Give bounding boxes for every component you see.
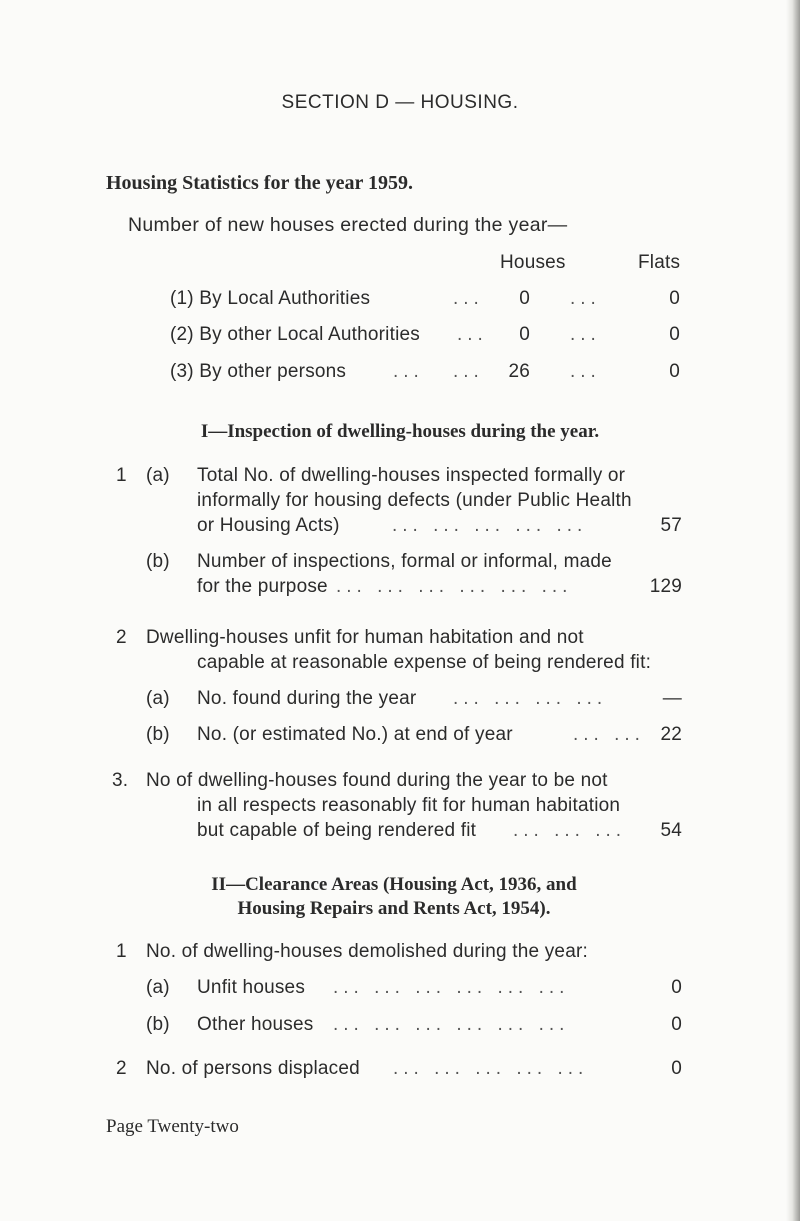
row-other-persons-houses: 26 bbox=[508, 361, 530, 382]
row-local-authorities-label: (1) By Local Authorities bbox=[170, 288, 371, 309]
item-1b-line1: Number of inspections, formal or informal, made bbox=[197, 551, 612, 572]
item-3-number: 3. bbox=[112, 770, 129, 791]
row-local-authorities-dots: ... bbox=[453, 288, 484, 309]
row-local-authorities-dots-2: ... bbox=[570, 288, 601, 309]
item-2a-text: No. found during the year bbox=[197, 688, 417, 709]
row-other-local-authorities-houses: 0 bbox=[519, 324, 530, 345]
item-1b-dots: ... ... ... ... ... ... bbox=[336, 576, 573, 597]
item-2b-tag: (b) bbox=[146, 724, 170, 745]
item-1a-dots: ... ... ... ... ... bbox=[392, 515, 588, 536]
item-1a-line1: Total No. of dwelling-houses inspected formally or bbox=[197, 465, 626, 486]
clearance-item-1b-dots: ... ... ... ... ... ... bbox=[333, 1014, 570, 1035]
clearance-item-1a-text: Unfit houses bbox=[197, 977, 306, 998]
section-title: SECTION D — HOUSING. bbox=[281, 92, 519, 113]
item-2b-text: No. (or estimated No.) at end of year bbox=[197, 724, 513, 745]
item-2-line1: Dwelling-houses unfit for human habitation and not bbox=[146, 627, 584, 648]
col-houses-header: Houses bbox=[500, 252, 566, 273]
item-2a-value: — bbox=[662, 688, 682, 709]
clearance-item-1-number: 1 bbox=[116, 941, 127, 962]
clearance-item-2-text: No. of persons displaced bbox=[146, 1058, 360, 1079]
item-2-line2: capable at reasonable expense of being rendered fit: bbox=[197, 652, 652, 673]
clearance-item-1a-value: 0 bbox=[671, 977, 682, 998]
row-other-persons-label: (3) By other persons bbox=[170, 361, 347, 382]
row-other-local-authorities-label: (2) By other Local Authorities bbox=[170, 324, 420, 345]
clearance-item-2-dots: ... ... ... ... ... bbox=[393, 1058, 589, 1079]
item-2-number: 2 bbox=[116, 627, 127, 648]
item-3-line3: but capable of being rendered fit bbox=[197, 820, 477, 841]
clearance-item-1a-tag: (a) bbox=[146, 977, 170, 998]
row-other-persons-dots-3: ... bbox=[570, 361, 601, 382]
clearance-item-2-value: 0 bbox=[671, 1058, 682, 1079]
col-flats-header: Flats bbox=[638, 252, 681, 273]
item-1a-line2: informally for housing defects (under Public Health bbox=[197, 490, 632, 511]
row-other-persons-flats: 0 bbox=[669, 361, 680, 382]
row-local-authorities-houses: 0 bbox=[519, 288, 530, 309]
row-other-persons-dots: ... bbox=[393, 361, 424, 382]
stats-heading: Housing Statistics for the year 1959. bbox=[106, 172, 414, 194]
clearance-item-1-text: No. of dwelling-houses demolished during the year: bbox=[146, 941, 588, 962]
clearance-item-1b-value: 0 bbox=[671, 1014, 682, 1035]
clearance-item-1b-tag: (b) bbox=[146, 1014, 170, 1035]
row-other-local-authorities-flats: 0 bbox=[669, 324, 680, 345]
item-1b-line2: for the purpose bbox=[197, 576, 328, 597]
section-i-heading: I—Inspection of dwelling-houses during the year. bbox=[200, 421, 600, 442]
item-3-line1: No of dwelling-houses found during the year to be not bbox=[146, 770, 608, 791]
clearance-item-2-number: 2 bbox=[116, 1058, 127, 1079]
item-2b-value: 22 bbox=[660, 724, 682, 745]
item-1-number: 1 bbox=[116, 465, 127, 486]
item-1a-value: 57 bbox=[660, 515, 682, 536]
new-houses-lead: Number of new houses erected during the year— bbox=[128, 214, 568, 236]
item-3-value: 54 bbox=[660, 820, 682, 841]
item-3-dots: ... ... ... bbox=[513, 820, 627, 841]
page-footer: Page Twenty-two bbox=[106, 1116, 239, 1137]
item-2a-tag: (a) bbox=[146, 688, 170, 709]
item-2a-dots: ... ... ... ... bbox=[453, 688, 608, 709]
row-other-local-authorities-dots-2: ... bbox=[570, 324, 601, 345]
clearance-item-1a-dots: ... ... ... ... ... ... bbox=[333, 977, 570, 998]
item-1a-line3: or Housing Acts) bbox=[197, 515, 340, 536]
item-1b-tag: (b) bbox=[146, 551, 170, 572]
section-ii-heading-line1: II—Clearance Areas (Housing Act, 1936, and bbox=[211, 874, 577, 895]
item-1b-value: 129 bbox=[649, 576, 682, 597]
section-ii-heading-line2: Housing Repairs and Rents Act, 1954). bbox=[237, 898, 551, 919]
item-2b-dots: ... ... bbox=[573, 724, 645, 745]
clearance-item-1b-text: Other houses bbox=[197, 1014, 314, 1035]
page-edge-shadow bbox=[786, 0, 800, 1221]
item-3-line2: in all respects reasonably fit for human habitation bbox=[197, 795, 621, 816]
item-1a-tag: (a) bbox=[146, 465, 170, 486]
row-other-persons-dots-2: ... bbox=[453, 361, 484, 382]
row-local-authorities-flats: 0 bbox=[669, 288, 680, 309]
row-other-local-authorities-dots: ... bbox=[457, 324, 488, 345]
